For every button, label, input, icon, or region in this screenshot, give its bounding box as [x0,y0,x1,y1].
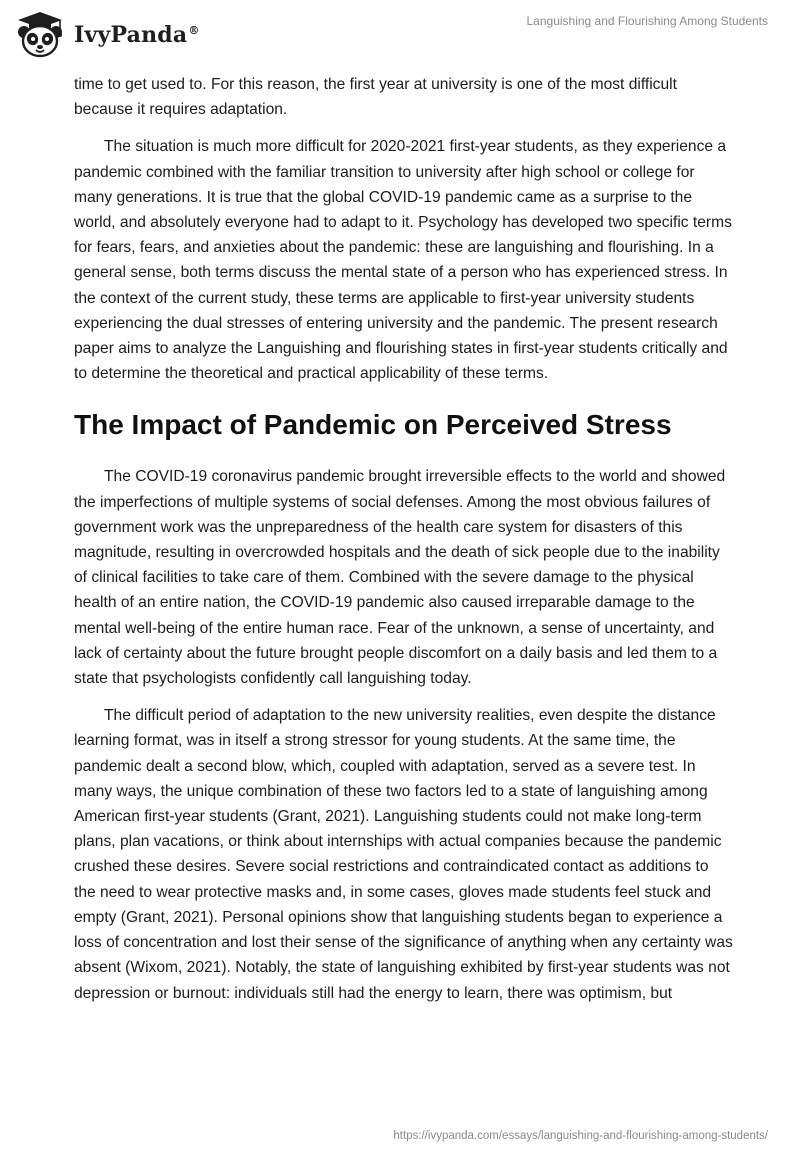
paragraph-2: The COVID-19 coronavirus pandemic brought irreversible effects to the world and showed the imperfections of multiple systems of social defenses. Among the most obvious failures of government work was the unpreparedness of the health care system for disasters of this magnitude, resulting in overcrowded hospitals and the death of sick people due to the inability of clinical facilities to take care of them. Combined with the severe damage to the physical health of an entire nation, the COVID-19 pandemic also caused irreparable damage to the mental well-being of the entire human race. Fear of the unknown, a sense of uncertainty, and lack of certainty about the future brought people discomfort on a daily basis and led them to a state that psychologists confidently call languishing today. [74,468,726,688]
source-url[interactable]: https://ivypanda.com/essays/languishing-and-flourishing-among-students/ [393,1130,768,1142]
section-heading: The Impact of Pandemic on Perceived Stress [74,409,672,441]
registered-mark: ® [188,23,200,37]
panda-logo-icon [14,10,66,58]
paragraph-3: The difficult period of adaptation to the new university realities, even despite the distance learning format, was in itself a strong stressor for young students. At the same time, the pandemic dealt a second blow, which, coupled with adaptation, served as a severe test. In many ways, the unique combination of these two factors led to a state of languishing among American first-year students (Grant, 2021). Languishing students could not make long-term plans, plan vacations, or think about internships with actual companies because the pandemic crushed these desires. Severe social restrictions and contraindicated contact as additions to the need to wear protective masks and, in some cases, gloves made students feel stuck and empty (Grant, 2021). Personal opinions show that languishing students began to experience a loss of concentration and lost their sense of the significance of anything when any certainty was absent (Wixom, 2021). Notably, the state of languishing exhibited by first-year students was not depression or burnout: individuals still had the energy to learn, there was optimism, but [74,707,733,1002]
document-title: Languishing and Flourishing Among Students [526,14,768,28]
paragraph-continued: time to get used to. For this reason, the first year at university is one of the most difficult because it requires adaptation. [74,76,677,119]
essay-content [74,72,734,1006]
paragraph-1: The situation is much more difficult for 2020-2021 first-year students, as they experience a pandemic combined with the familiar transition to university after high school or college for many generations. It is true that the global COVID-19 pandemic came as a surprise to the world, and absolutely everyone had to adapt to it. Psychology has developed two specific terms for fears, fears, and anxieties about the pandemic: these are languishing and flourishing. In a general sense, both terms discuss the mental state of a person who has experienced stress. In the context of the current study, these terms are applicable to first-year university students experiencing the dual stresses of entering university and the pandemic. The present research paper aims to analyze the Languishing and flourishing states in first-year students critically and to determine the theoretical and practical applicability of these terms. [74,138,732,383]
page-header [0,0,800,70]
brand-logo[interactable] [14,10,200,58]
brand-name: IvyPanda® [74,22,200,48]
